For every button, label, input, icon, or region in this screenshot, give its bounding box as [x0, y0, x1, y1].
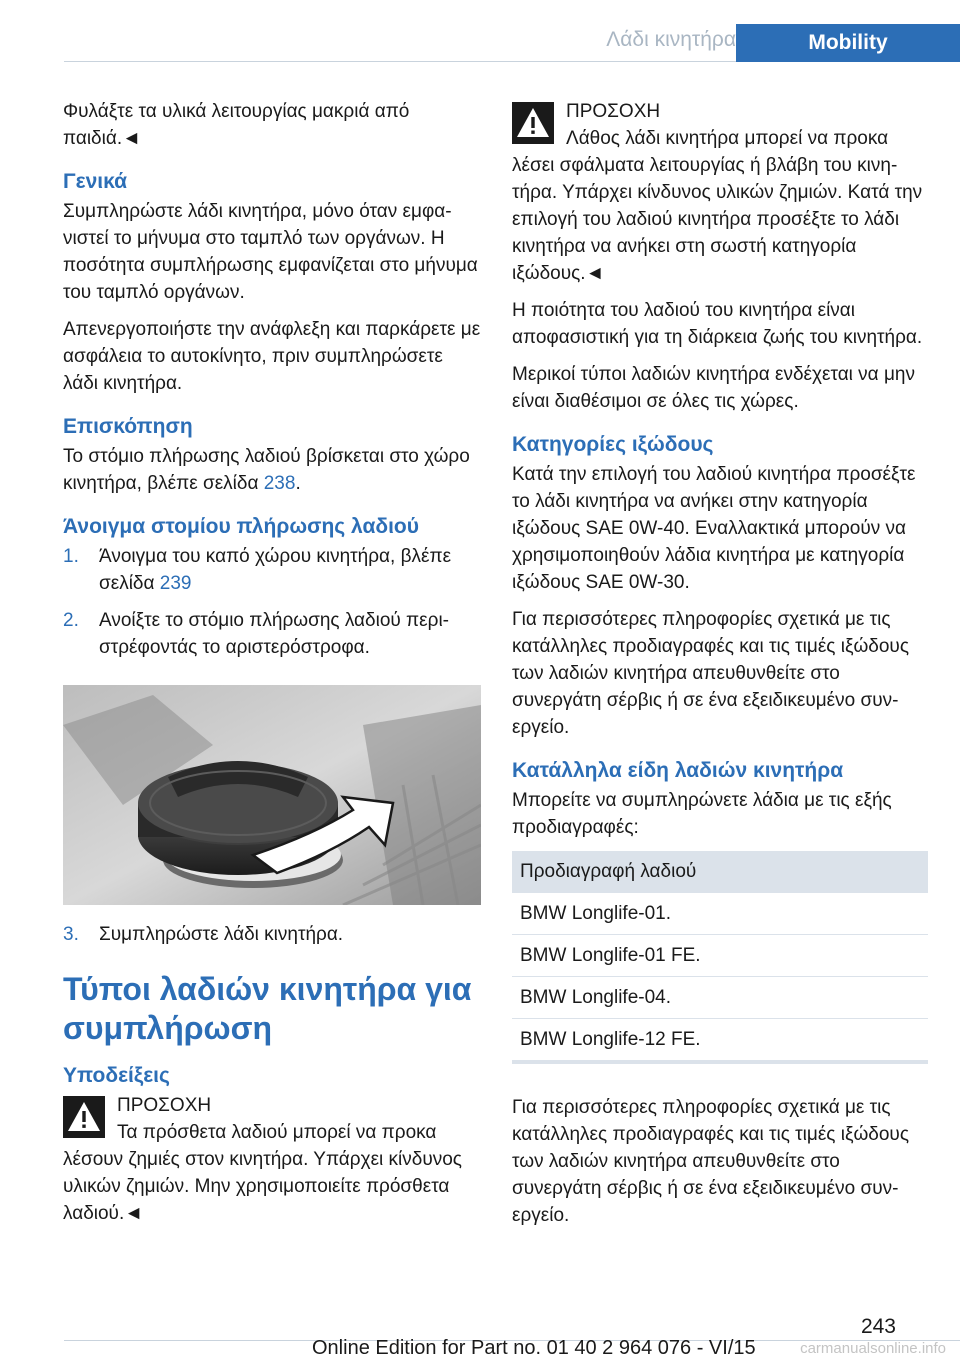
header-chapter-tab: Mobility: [736, 24, 960, 62]
warning-title: ΠΡΟΣΟΧΗ: [117, 1095, 212, 1116]
page-link-239[interactable]: 239: [159, 573, 192, 594]
viscosity-paragraph-1: Κατά την επιλογή του λαδιού κινητήρα προσέξτε το λάδι κινητήρα να ανήκει στην κατηγορία ιξώδους SAE 0W-40. Εναλλακτικά μπορούν να χρησιμοποιηθούν λάδια κινητήρα με κατηγορία ιξώδους SAE 0W-30.: [512, 464, 916, 593]
suitable-oils-paragraph: Μπορείτε να συμπληρώνετε λάδια με τις εξής προδιαγραφές:: [512, 790, 892, 838]
table-cell: BMW Longlife-01.: [512, 893, 928, 935]
suitable-oils-heading: Κατάλληλα είδη λαδιών κινητήρα: [512, 759, 844, 782]
opening-heading: Άνοιγμα στομίου πλήρωσης λαδιού: [63, 515, 419, 538]
table-row: [512, 893, 928, 935]
warning-text: λέσουν ζημιές στον κινητήρα. Υπάρχει κίνδυνος υλικών ζημιών. Μην χρησιμοποιείτε πρόσθετα λαδιού.◄: [63, 1149, 462, 1224]
warning-title: ΠΡΟΣΟΧΗ: [566, 101, 661, 122]
table-cell: BMW Longlife-12 FE.: [512, 1019, 928, 1063]
step-item: 1. Άνοιγμα του καπό χώρου κινητήρα, βλέπε σελίδα 239: [63, 546, 452, 594]
warning-text: λέσει σφάλματα λειτουργίας ή βλάβη του κινητήρα. Υπάρχει κίνδυνος υλικών ζημιών. Κατά την επιλογή του λαδιού κινητήρα προσέξτε το λάδι κινητήρα να ανήκει στη σωστή κατηγορία ιξώδους.◄: [512, 155, 923, 284]
opening-steps-continued: [63, 921, 481, 948]
types-heading: Τύποι λαδιών κινητήρα για συμπλήρωση: [63, 971, 472, 1046]
right-column: [512, 98, 930, 1239]
table-row: [512, 977, 928, 1019]
warning-first-line: Λάθος λάδι κινητήρα μπορεί να προκα: [566, 128, 889, 149]
edition-label: Online Edition for Part no. 01 40 2 964 076 - VI/15: [312, 1337, 756, 1359]
overview-heading: Επισκόπηση: [63, 415, 193, 438]
opening-steps: [63, 543, 481, 661]
table-cell: BMW Longlife-01 FE.: [512, 935, 928, 977]
step-item: 2. Ανοίξτε το στόμιο πλήρωσης λαδιού περιστρέφοντάς το αριστερόστροφα.: [63, 610, 449, 658]
quality-paragraph-2: Μερικοί τύποι λαδιών κινητήρα ενδέχεται να μην είναι διαθέσιμοι σε όλες τις χώρες.: [512, 364, 915, 412]
notes-heading: Υποδείξεις: [63, 1064, 170, 1087]
page-number: 243: [860, 1315, 896, 1338]
step-item: 3. Συμπληρώστε λάδι κινητήρα.: [63, 924, 344, 945]
oil-filler-cap-illustration: [63, 685, 481, 905]
warning-block-wrong-oil: [512, 98, 930, 287]
header-section-title: Λάδι κινητήρα: [606, 28, 736, 51]
warning-block-additives: [63, 1092, 481, 1227]
table-row: [512, 935, 928, 977]
overview-paragraph: Το στόμιο πλήρωσης λαδιού βρίσκεται στο χώρο κινητήρα, βλέπε σελίδα 238.: [63, 446, 470, 494]
quality-paragraph-1: Η ποιότητα του λαδιού του κινητήρα είναι αποφασιστική για τη διάρκεια ζωής του κινητήρα.: [512, 300, 923, 348]
warning-icon: [63, 1096, 105, 1138]
intro-paragraph: Φυλάξτε τα υλικά λειτουργίας μακριά από παιδιά.◄: [63, 101, 410, 149]
general-paragraph-1: Συμπληρώστε λάδι κινητήρα, μόνο όταν εμφανιστεί το μήνυμα στο ταμπλό των οργάνων. Η ποσότητα συμπλήρωσης εμφανίζεται στο μήνυμα του ταμπλό οργάνων.: [63, 201, 478, 303]
warning-icon: [512, 102, 554, 144]
viscosity-heading: Κατηγορίες ιξώδους: [512, 433, 714, 456]
oil-filler-cap-photo: [63, 685, 481, 905]
general-paragraph-2: Απενεργοποιήστε την ανάφλεξη και παρκάρετε με ασφάλεια το αυτοκίνητο, πριν συμπληρώσετε λάδι κινητήρα.: [63, 319, 481, 394]
oil-specification-table: [512, 851, 928, 1064]
closing-paragraph: Για περισσότερες πληροφορίες σχετικά με τις κατάλληλες προδιαγραφές και τις τιμές ιξώδους των λαδιών κινητήρα απευθυνθείτε στο συνεργάτη σέρβις ή σε ένα εξειδικευμένο συνεργείο.: [512, 1097, 909, 1226]
left-column: [63, 98, 481, 1237]
table-header: Προδιαγραφή λαδιού: [512, 851, 928, 893]
page-link-238[interactable]: 238: [263, 473, 296, 494]
warning-first-line: Τα πρόσθετα λαδιού μπορεί να προκα: [117, 1122, 437, 1143]
viscosity-paragraph-2: Για περισσότερες πληροφορίες σχετικά με τις κατάλληλες προδιαγραφές και τις τιμές ιξώδους των λαδιών κινητήρα απευθυνθείτε στο συνεργάτη σέρβις ή σε ένα εξειδικευμένο συνεργείο.: [512, 609, 909, 738]
general-heading: Γενικά: [63, 170, 128, 193]
table-cell: BMW Longlife-04.: [512, 977, 928, 1019]
page-header: [64, 24, 960, 62]
table-row: [512, 1019, 928, 1063]
watermark: carmanualsonline.info: [800, 1340, 946, 1357]
